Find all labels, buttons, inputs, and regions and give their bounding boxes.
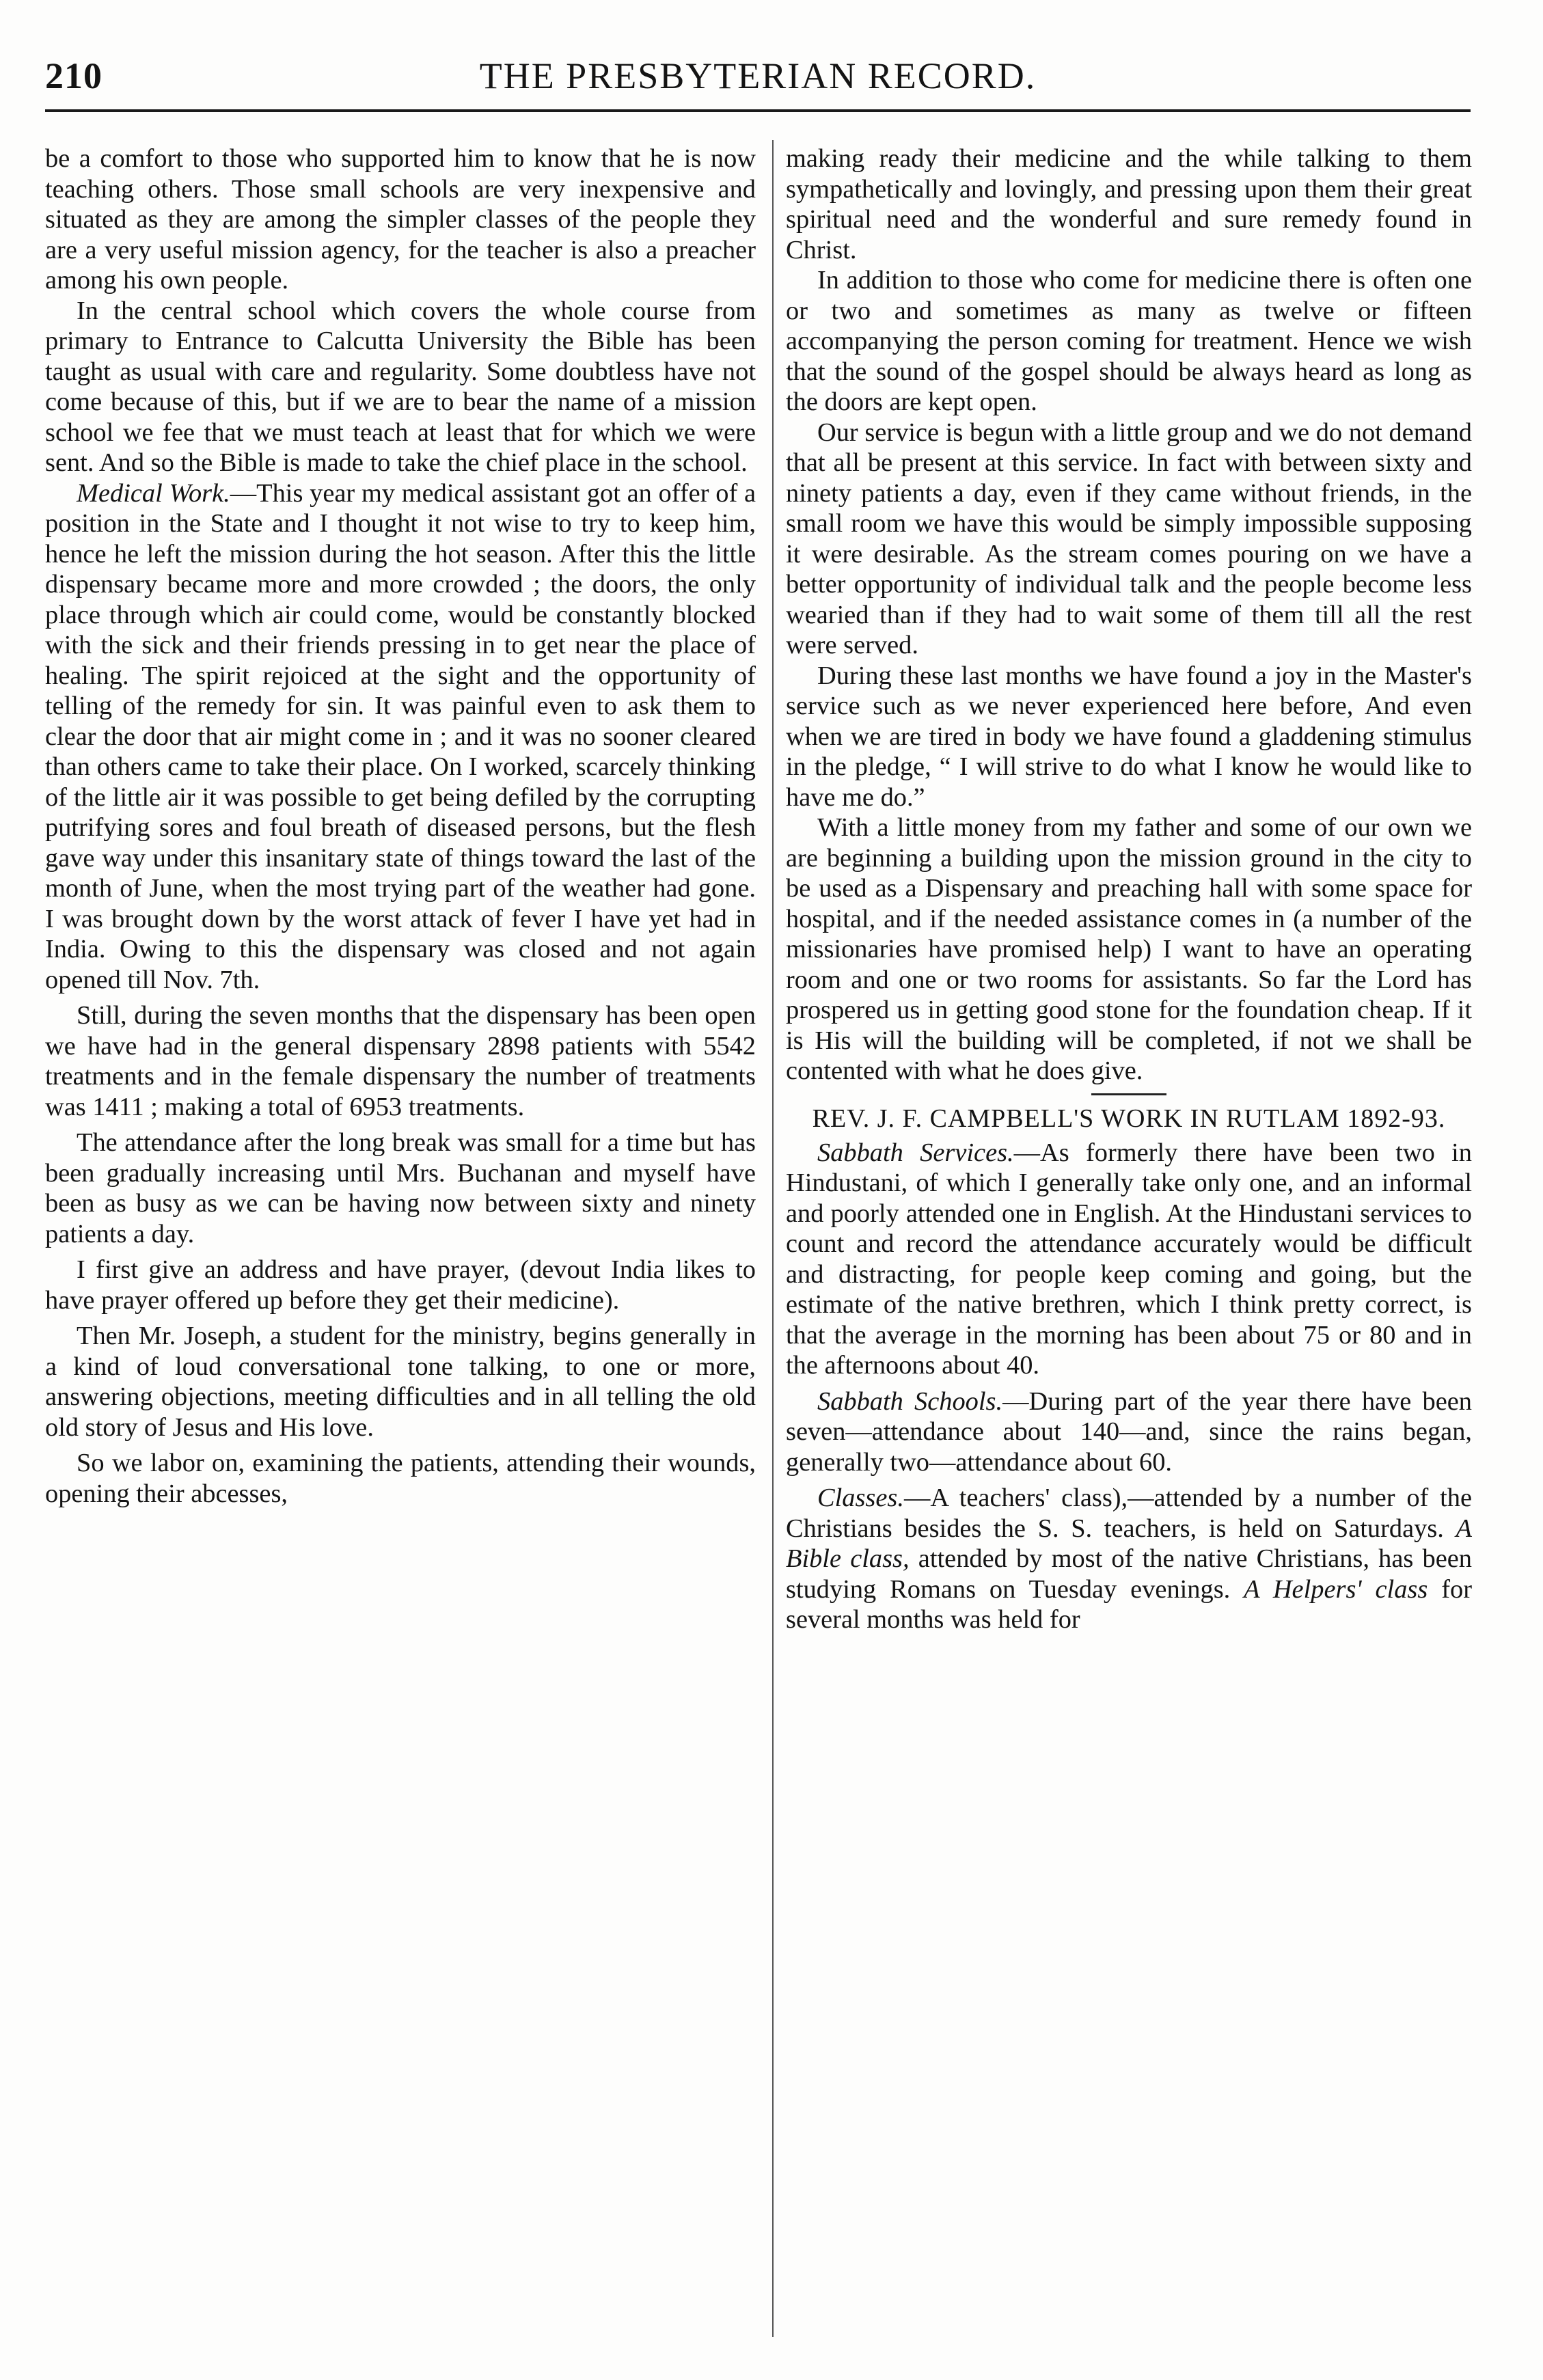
paragraph: I first give an address and have prayer, (devout India likes to have prayer offered up before they get their medicine). [45, 1255, 756, 1315]
paragraph-text: —During part of the year there have been seven—attendance about 140—and, since the rains began, generally two—attendance about 60. [786, 1386, 1472, 1477]
italic-phrase: A Helpers' class [1244, 1574, 1428, 1604]
paragraph: Our service is begun with a little group and we do not demand that all be present at this service. In fact with between sixty and ninety patients a day, even if they came without friends, in the small room we have this would be simply impossible supposing it were desirable. As the stream comes pouring on we have a better opportunity of individual talk and the people become less wearied than if they had to wait some of them till all the rest were served. [786, 418, 1472, 659]
paragraph-classes [786, 1483, 1472, 1635]
right-column [786, 143, 1472, 1635]
column-divider [772, 140, 774, 2337]
paragraph: be a comfort to those who supported him to know that he is now teaching others. Those small schools are very inexpensive and situated as they are among the simpler classes of the people they are a very useful mission agency, for the teacher is also a preacher among his own people. [45, 144, 756, 295]
paragraph: The attendance after the long break was small for a time but has been gradually increasing until Mrs. Buchanan and myself have been as busy as we can be having now between sixty and ninety patients a day. [45, 1128, 756, 1248]
paragraph-sabbath-services [786, 1138, 1472, 1381]
spacer [45, 1442, 756, 1448]
paragraph-medical-work [45, 478, 756, 996]
paragraph: In the central school which covers the whole course from primary to Entrance to Calcutta University the Bible has been taught as usual with care and regularity. Some doubtless have not come because of this, but if we are to bear the name of a mission school we fee that we must teach at least that for which we were sent. And so the Bible is made to take the chief place in the school. [45, 296, 756, 477]
left-column [45, 143, 756, 1509]
paragraph-sabbath-schools [786, 1386, 1472, 1478]
run-in-heading: Sabbath Services. [817, 1138, 1014, 1167]
run-in-heading: Medical Work. [77, 478, 230, 508]
spacer [45, 995, 756, 1000]
running-title: THE PRESBYTERIAN RECORD. [479, 55, 1037, 96]
paragraph-text: for several months was held for [786, 1574, 1472, 1634]
spacer [45, 1122, 756, 1127]
paragraph: making ready their medicine and the while talking to them sympathetically and lovingly, and pressing upon them their great spiritual need and the wonderful and sure remedy found in Christ. [786, 144, 1472, 264]
paragraph: With a little money from my father and some of our own we are beginning a building upon the mission ground in the city to be used as a Dispensary and preaching hall with some space for hospital, and if the needed assistance comes in (a number of the missionaries have promised help) I want to have an operating room and one or two rooms for assistants. So far the Lord has prospered us in getting good stone for the foundation cheap. If it is His will the building will be completed, if not we shall be contented with what he does give. [786, 813, 1472, 1085]
page-header [45, 55, 1471, 102]
header-rule [45, 109, 1471, 112]
paragraph-text: —As formerly there have been two in Hindustani, of which I generally take only one, and an informal and poorly attended one in English. At the Hindustani services to count and record the attendance accurately would be difficult and distracting, for people keep coming and going, but the estimate of the native brethren, which I think pretty correct, is that the average in the morning has been about 75 or 80 and in the afternoons about 40. [786, 1138, 1472, 1380]
run-in-heading: Sabbath Schools. [817, 1386, 1003, 1416]
paragraph: Still, during the seven months that the dispensary has been open we have had in the general dispensary 2898 patients with 5542 treatments and in the female dispensary the number of treatments was 1411 ; making a total of 6953 treatments. [45, 1001, 756, 1121]
paragraph: In addition to those who come for medicine there is often one or two and sometimes as many as twelve or fifteen accompanying the person coming for treatment. Hence we wish that the sound of the gospel should be always heard as long as the doors are kept open. [786, 266, 1472, 416]
paragraph: During these last months we have found a joy in the Master's service such as we never experienced here before, And even when we are tired in body we have found a gladdening stimulus in the pledge, “ I will strive to do what I know he would like to have me do.” [786, 661, 1472, 812]
page-number: 210 [45, 55, 103, 96]
spacer [45, 1315, 756, 1321]
paragraph-text: attended by most of the native Christians, has been studying Romans on Tuesday evenings. [786, 1544, 1472, 1604]
paragraph: Then Mr. Joseph, a student for the ministry, begins generally in a kind of loud conversational tone talking, to one or more, answering objections, meeting difficulties and in all telling the old old story of Jesus and His love. [45, 1322, 756, 1442]
section-rule [1091, 1093, 1166, 1095]
italic-phrase: A Bible class, [786, 1514, 1472, 1573]
paragraph-text: —This year my medical assistant got an offer of a position in the State and I thought it not wise to try to keep him, hence he left the mission during the hot season. After this the little dispensary became more and more crowded ; the doors, the only place through which air could come, would be constantly blocked with the sick and their friends pressing in to get near the place of healing. The spirit rejoiced at the sight and the opportunity of telling of the remedy for sin. It was painful even to ask them to clear the door that air might come in ; and it was no sooner cleared than others came to take their place. On I worked, scarcely thinking of the little air it was possible to get being defiled by the corrupting putrifying sores and foul breath of diseased persons, but the flesh gave way under this insanitary state of things toward the last of the month of June, when the most trying part of the weather had gone. I was brought down by the worst attack of fever I have yet had in India. Owing to this the dispensary was closed and not again opened till Nov. 7th. [45, 478, 756, 994]
paragraph-text: —A teachers' class),—attended by a number of the Christians besides the S. S. teachers, is held on Saturdays. [786, 1483, 1472, 1543]
spacer [786, 1477, 1472, 1483]
spacer [45, 1249, 756, 1255]
run-in-heading: Classes. [817, 1483, 904, 1512]
section-title: REV. J. F. CAMPBELL'S WORK IN RUTLAM 1892-93. [812, 1104, 1446, 1133]
paragraph: So we labor on, examining the patients, attending their wounds, opening their abcesses, [45, 1449, 756, 1508]
spacer [786, 1381, 1472, 1386]
